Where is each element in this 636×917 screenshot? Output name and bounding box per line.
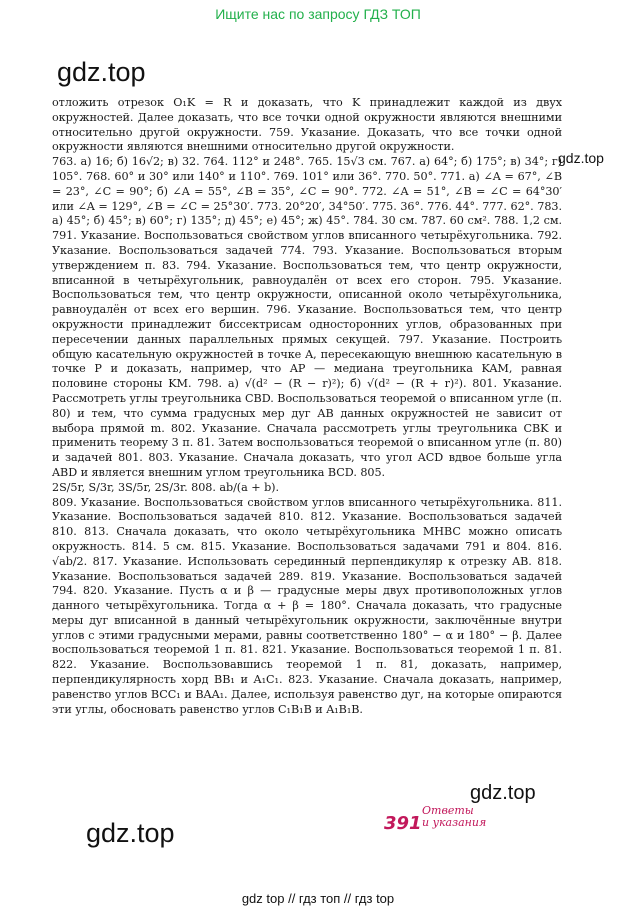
watermark-top-left: gdz.top xyxy=(57,57,146,87)
page-number: 391 xyxy=(384,813,422,834)
watermark-right-upper: gdz.top xyxy=(558,150,604,166)
section-label-line1: Ответы xyxy=(422,804,474,817)
paragraph-answers-763-805: 763. а) 16; б) 16√2; в) 32. 764. 112° и 248°. 765. 15√3 см. 767. а) 64°; б) 175°; в) 34°; г) 105°. 768. 60° и 30° или 140° и 110°. 769. 101° или 36°. 770. 50°. 771. а) ∠A = 67°, ∠B = 23°, ∠C = 90°; б) ∠A = 55°, ∠B = 35°, ∠C = 90°. 772. ∠A = 51°, ∠B = ∠C = 64°30′ или ∠A = 129°, ∠B = ∠C = 25°30′. 773. 20°20′, 34°50′. 775. 36°. 776. 44°. 777. 62°. 783. а) 45°; б) 45°; в) 60°; г) 135°; д) 45°; е) 45°; ж) 45°. 784. 30 см. 787. 60 см². 788. 1,2 см. 791. Указание. Воспользоваться свойством углов вписанного четырёхугольника. 792. Указание. Воспользоваться задачей 774. 793. Указание. Воспользоваться вторым утверждением п. 83. 794. Указание. Воспользоваться тем, что центр окружности, вписанной в четырёхугольник, равноудалён от всех его сторон. 795. Указание. Воспользоваться тем, что центр окружности, описанной около четырёхугольника, равноудалён от всех его вершин. 796. Указание. Воспользоваться тем, что центр окружности принадлежит биссектрисам односторонних углов, образованных при пересечении данных параллельных прямых секущей. 797. Указание. Построить общую касательную окружностей в точке A, пересекающую внешнюю касательную в точке P и доказать, например, что AP — медиана треугольника KAM, равная половине стороны KM. 798. а) √(d² − (R − r)²); б) √(d² − (R + r)²). 801. Указание. Рассмотреть углы треугольника CBD. Воспользоваться теоремой о вписанном угле (п. 80) и тем, что сумма градусных мер дуг AB данных окружностей не зависит от выбора прямой m. 802. Указание. Сначала рассмотреть углы треугольника CBK и применить теорему 3 п. 81. Затем воспользоваться теоремой о вписанном угле (п. 80) и задачей 801. 803. Указание. Сначала доказать, что угол ACD вдвое больше угла ABD и является внешним углом треугольника BCD. 805. xyxy=(52,155,562,479)
section-label-line2: и указания xyxy=(422,816,487,829)
paragraph-answers-809-823: 809. Указание. Воспользоваться свойством углов вписанного четырёхугольника. 811. Указание. Воспользоваться задачей 810. 812. Указание. Воспользоваться задачей 810. 813. Сначала доказать, что около четырёхугольника MHBC можно описать окружность. 814. 5 см. 815. Указание. Воспользоваться задачами 791 и 804. 816. √ab/2. 817. Указание. Использовать серединный перпендикуляр к отрезку AB. 818. Указание. Воспользоваться задачей 289. 819. Указание. Воспользоваться задачей 794. 820. Указание. Пусть α и β — градусные меры двух противоположных углов данного четырёхугольника. Тогда α + β = 180°. Сначала доказать, что градусные меры дуг вписанной в данный четырёхугольник окружности, заключённые внутри углов с этими градусными мерами, равны соответственно 180° − α и 180° − β. Далее воспользоваться теоремой 1 п. 81. 821. Указание. Воспользоваться теоремой 1 п. 81. 822. Указание. Воспользовавшись теоремой 1 п. 81, доказать, например, перпендикулярность хорд BB₁ и A₁C₁. 823. Указание. Сначала доказать, например, равенство углов BCC₁ и BAA₁. Далее, используя равенство дуг, на которые опираются эти углы, обосновать равенство углов C₁B₁B и A₁B₁B. xyxy=(52,495,562,716)
watermark-bottom-left: gdz.top xyxy=(86,818,175,848)
search-banner[interactable]: Ищите нас по запросу ГДЗ ТОП xyxy=(215,6,421,22)
answers-text xyxy=(52,96,562,717)
section-label xyxy=(422,805,486,829)
watermark-right-lower: gdz.top xyxy=(470,782,536,804)
paragraph-answers-805-808: 2S/5r, S/3r, 3S/5r, 2S/3r. 808. ab/(a + b). xyxy=(52,480,279,494)
paragraph-intro: отложить отрезок O₁K = R и доказать, что K принадлежит каждой из двух окружностей. Далее доказать, что все точки одной окружности являются внешними относительно другой окружности. 759. Указание. Доказать, что все точки одной окружности являются внешними относительно другой окружности. xyxy=(52,96,562,154)
bottom-links[interactable]: gdz top // гдз топ // гдз top xyxy=(241,891,395,906)
